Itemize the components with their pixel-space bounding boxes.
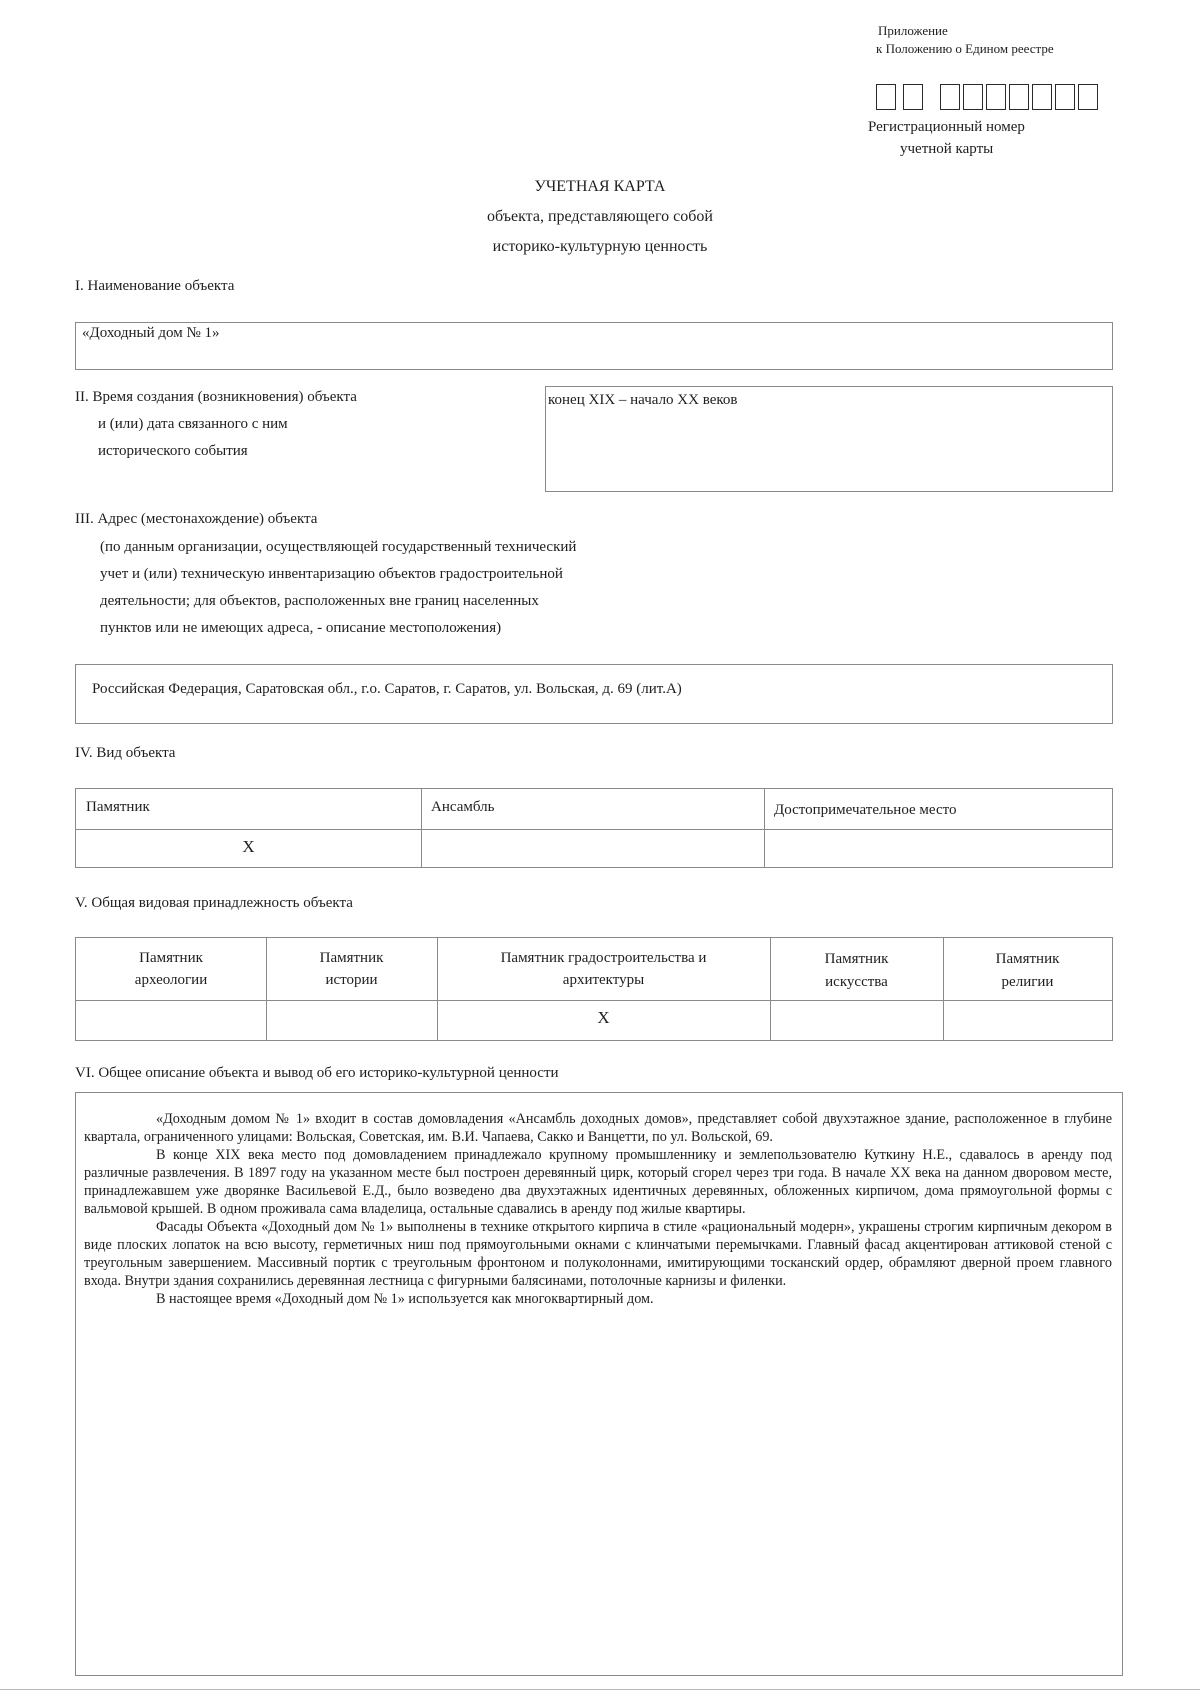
creation-date-value: конец XIX – начало XX веков — [548, 392, 738, 408]
section3-line1: III. Адрес (местонахождение) объекта — [75, 511, 318, 527]
reg-digit-box — [876, 84, 896, 110]
object-name-field — [75, 322, 1113, 370]
affiliation-art: Памятник искусства — [824, 951, 889, 990]
affiliation-archaeology: Памятник археологии — [134, 950, 208, 988]
appendix-line1: Приложение — [878, 23, 948, 38]
address-field — [75, 664, 1113, 724]
reg-digit-box — [986, 84, 1006, 110]
registration-label-line2: учетной карты — [900, 141, 994, 157]
document-subtitle-line1: объекта, представляющего собой — [487, 208, 713, 225]
section2-line1: II. Время создания (возникновения) объекта — [75, 389, 357, 405]
reg-digit-box — [903, 84, 923, 110]
reg-digit-box — [1055, 84, 1075, 110]
object-type-table — [75, 788, 1113, 868]
description-text — [84, 1110, 1112, 1308]
type-col-monument: Памятник — [86, 799, 150, 815]
type-col-ensemble: Ансамбль — [431, 799, 495, 815]
page-bottom-rule — [0, 1689, 1200, 1690]
reg-digit-box — [963, 84, 983, 110]
description-field — [75, 1092, 1123, 1676]
type-mark-monument: X — [242, 837, 255, 856]
reg-digit-box — [940, 84, 960, 110]
creation-date-field — [545, 386, 1113, 492]
section1-heading: I. Наименование объекта — [75, 278, 235, 294]
affiliation-architecture: Памятник градостроительства и архитектуры — [500, 950, 707, 988]
reg-digit-box — [1078, 84, 1098, 110]
affiliation-religion: Памятник религии — [995, 951, 1060, 990]
registration-label-line1: Регистрационный номер — [868, 119, 1025, 135]
description-paragraph: В конце XIX века место под домовладением принадлежало крупному промышленнику и землепользователю Куткину Н.Е., сдавалось в аренду под различные развлечения. В 1897 году на указанном месте был построен деревянный цирк, который сгорел через три года. В начале XX века на данном дворовом месте, принадлежавшем уже дворянке Васильевой Е.Д., было возведено два двухэтажных идентичных деревянных, обложенных кирпичом, дома прямоугольной формы с вальмовой крышей. В одном проживала сама владелица, остальные сдавались в аренду под жилые квартиры. — [84, 1147, 1112, 1217]
reg-digit-box — [1009, 84, 1029, 110]
section3-line2: (по данным организации, осуществляющей государственный технический — [100, 539, 577, 555]
section2-line2: и (или) дата связанного с ним — [98, 416, 288, 432]
reg-digit-box — [1032, 84, 1052, 110]
document-title: УЧЕТНАЯ КАРТА — [534, 178, 666, 195]
section3-line5: пунктов или не имеющих адреса, - описание местоположения) — [100, 620, 502, 636]
section3-line4: деятельности; для объектов, расположенных вне границ населенных — [100, 593, 539, 609]
section2-line3: исторического события — [98, 443, 248, 459]
description-paragraph: В настоящее время «Доходный дом № 1» используется как многоквартирный дом. — [156, 1291, 654, 1307]
description-paragraph: «Доходным домом № 1» входит в состав домовладения «Ансамбль доходных домов», представляет собой двухэтажное здание, расположенное в глубине квартала, ограниченного улицами: Вольская, Советская, им. В.И. Чапаева, Сакко и Ванцетти, по ул. Вольской, 69. — [84, 1111, 1112, 1145]
section5-heading: V. Общая видовая принадлежность объекта — [75, 895, 353, 911]
type-col-landmark: Достопримечательное место — [774, 802, 957, 818]
document-subtitle-line2: историко-культурную ценность — [492, 238, 708, 255]
affiliation-mark-architecture: X — [597, 1008, 610, 1027]
appendix-line2: к Положению о Едином реестре — [876, 41, 1054, 56]
affiliation-table — [75, 937, 1113, 1041]
address-value: Российская Федерация, Саратовская обл., г.о. Саратов, г. Саратов, ул. Вольская, д. 69 (лит.А) — [92, 681, 682, 697]
object-name-value: «Доходный дом № 1» — [82, 325, 220, 341]
description-paragraph: Фасады Объекта «Доходный дом № 1» выполнены в технике открытого кирпича в стиле «рациональный модерн», украшены строгим кирпичным декором в виде плоских лопаток на всю высоту, герметичных ниш под прямоугольными окнами с клинчатыми перемычками. Главный фасад акцентирован аттиковой стеной с треугольным завершением. Массивный портик с треугольным фронтоном и полуколоннами, имитирующими тосканский ордер, обрамляют дверной проем главного входа. Внутри здания сохранились деревянная лестница с фигурными балясинами, потолочные карнизы и филенки. — [84, 1219, 1112, 1289]
affiliation-history: Памятник истории — [319, 950, 384, 988]
section4-heading: IV. Вид объекта — [75, 745, 176, 761]
section3-line3: учет и (или) техническую инвентаризацию объектов градостроительной — [100, 566, 563, 582]
section6-heading: VI. Общее описание объекта и вывод об его историко-культурной ценности — [75, 1065, 559, 1081]
